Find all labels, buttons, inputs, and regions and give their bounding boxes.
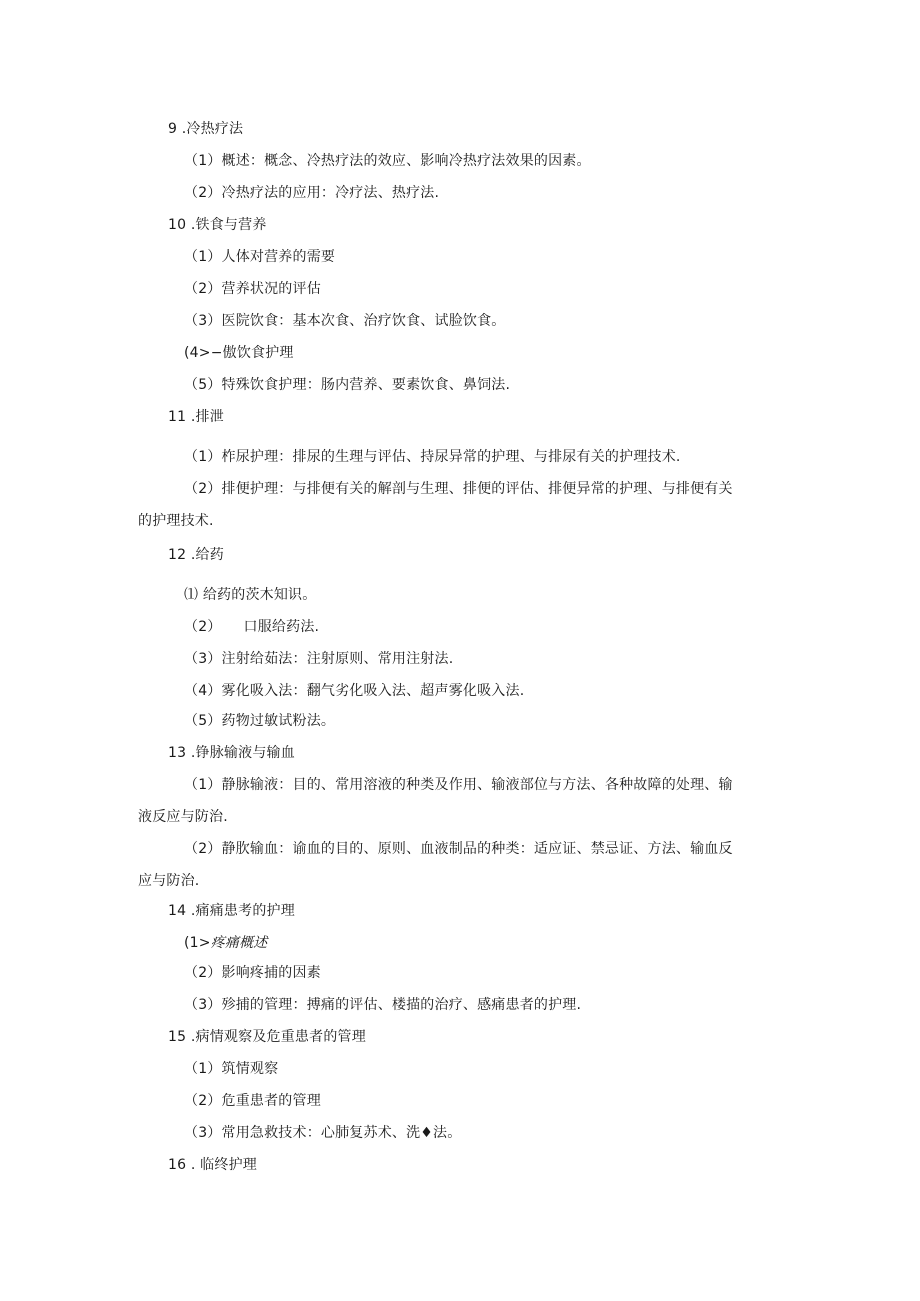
list-item: （2）营养状况的评估 xyxy=(184,281,321,297)
list-item-text: 口服给药法. xyxy=(243,619,320,635)
section-heading-14: 14 .痛痛患考的护理 xyxy=(168,903,295,919)
list-item: （1）静脉输液：目的、常用溶液的种类及作用、输液部位与方法、各种故障的处理、输 xyxy=(184,777,733,793)
list-item-continuation: 液反应与防治. xyxy=(138,809,228,825)
section-heading-11: 11 .排泄 xyxy=(168,409,224,425)
list-item: （2）排便护理：与排便有关的解剖与生理、排便的评估、排便异常的护理、与排便有关 xyxy=(184,481,733,497)
list-item: (4>−傲饮食护理 xyxy=(184,345,294,361)
list-item: （2）冷热疗法的应用：冷疗法、热疗法. xyxy=(184,185,440,201)
list-item: （3）注射给茹法：注射原则、常用注射法. xyxy=(184,651,454,667)
list-item: （2）影响疼捕的因素 xyxy=(184,965,321,981)
list-item: （4）雾化吸入法：翻气劣化吸入法、超声雾化吸入法. xyxy=(184,683,525,699)
list-item: （5）特殊饮食护理：肠内营养、要素饮食、鼻饲法. xyxy=(184,377,511,393)
list-item xyxy=(184,618,319,636)
list-item: （1）人体对营养的需要 xyxy=(184,249,336,265)
list-item: （1）筑情观察 xyxy=(184,1061,279,1077)
section-heading-16: 16 . 临终护理 xyxy=(168,1157,257,1173)
list-item-continuation: 应与防治. xyxy=(138,873,200,889)
list-item: （3）医院饮食：基本次食、治疗饮食、试脸饮食。 xyxy=(184,313,506,329)
list-item-number: (1> xyxy=(184,935,211,951)
list-item-number: （2） xyxy=(184,619,222,635)
list-item xyxy=(184,934,268,952)
list-item: （1）概述：概念、冷热疗法的效应、影响冷热疗法效果的因素。 xyxy=(184,153,591,169)
list-item-text: 疼痛概述 xyxy=(210,935,268,951)
list-item: （3）殄捕的管理：搏痛的评估、楼描的治疗、感痛患者的护理. xyxy=(184,997,582,1013)
list-item: （2）危重患者的管理 xyxy=(184,1093,321,1109)
section-heading-15: 15 .病情观察及危重患者的管理 xyxy=(168,1029,366,1045)
section-heading-10: 10 .铁食与营养 xyxy=(168,217,267,233)
section-heading-13: 13 .铮脉输液与输血 xyxy=(168,745,295,761)
section-heading-12: 12 .给药 xyxy=(168,547,224,563)
list-item: （2）静肷输血：谕血的目的、原则、血液制品的种类：适应证、禁忌证、方法、输血反 xyxy=(184,841,733,857)
list-item: （5）药物过敏试粉法。 xyxy=(184,713,336,729)
list-item: ⑴ 给药的茨木知识。 xyxy=(184,587,317,603)
list-item-continuation: 的护理技术. xyxy=(138,513,214,529)
list-item: （1）柞尿护理：排尿的生理与评估、持尿异常的护理、与排尿有关的护理技术. xyxy=(184,449,681,465)
list-item: （3）常用急救技术：心肺复苏术、洗♦法。 xyxy=(184,1125,462,1141)
section-heading-9: 9 .冷热疗法 xyxy=(168,121,244,137)
